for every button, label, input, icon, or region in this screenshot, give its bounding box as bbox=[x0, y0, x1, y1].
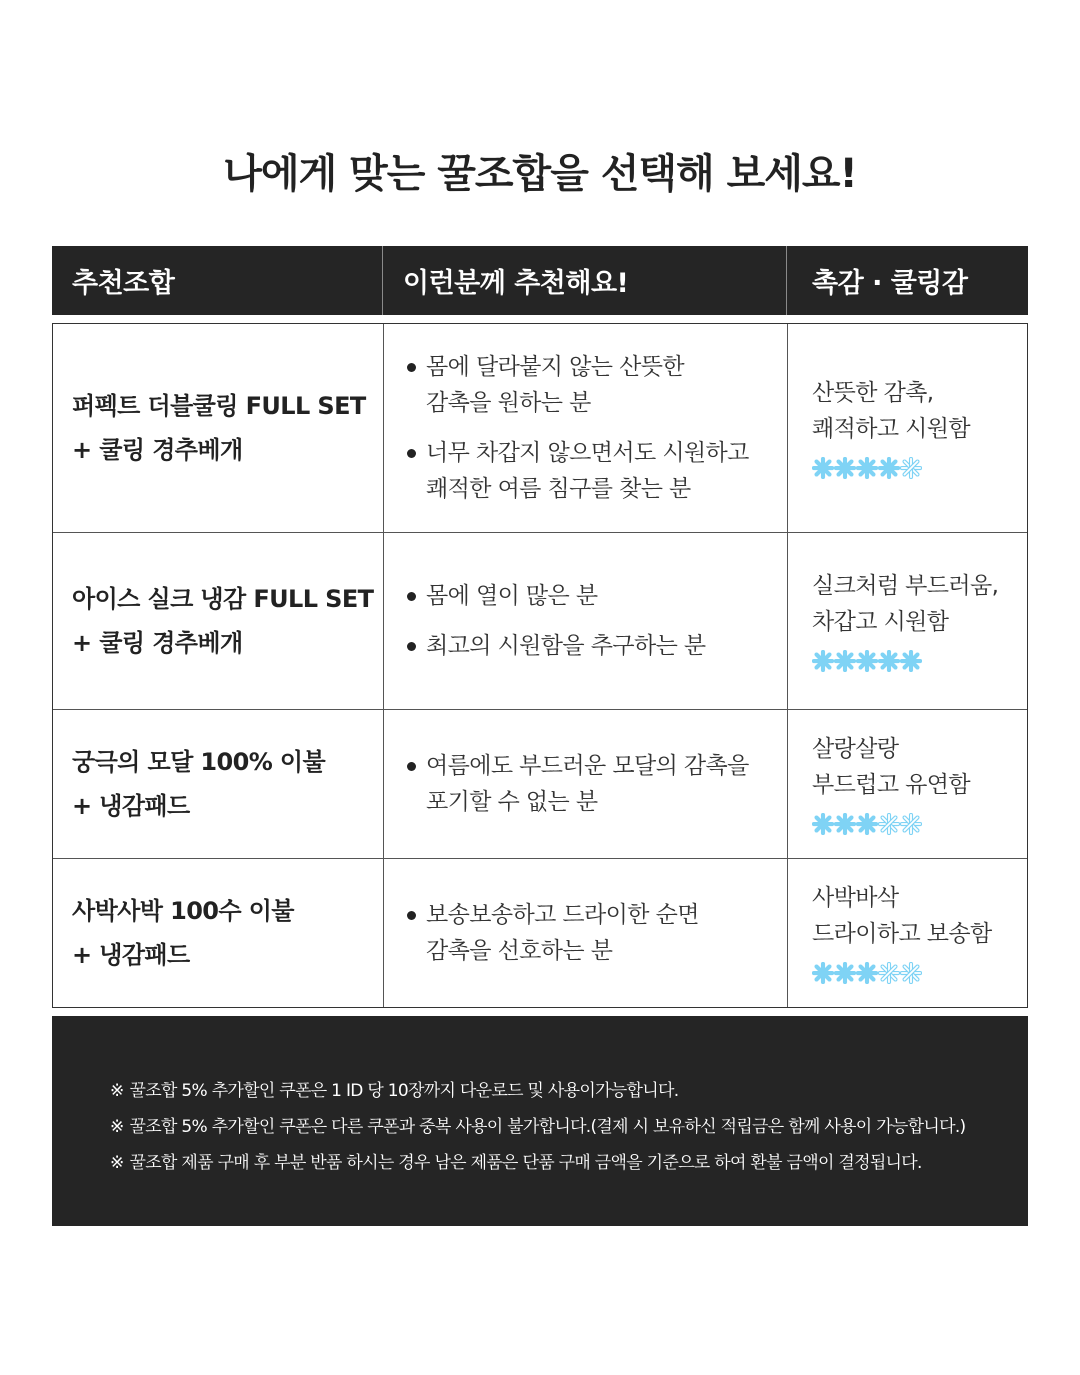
combo-addon: + 냉감패드 bbox=[72, 941, 190, 969]
snowflake-filled-icon bbox=[856, 650, 878, 672]
cooling-rating bbox=[812, 648, 1027, 674]
notice-item: ※ 꿀조합 제품 구매 후 부분 반품 하시는 경우 남은 제품은 단품 구매 금액을 기준으로 하여 환불 금액이 결정됩니다. bbox=[110, 1153, 922, 1173]
combo-cell bbox=[53, 859, 384, 1007]
snowflake-filled-icon bbox=[856, 962, 878, 984]
snowflake-outline-icon bbox=[900, 813, 922, 835]
bullet-icon bbox=[404, 628, 426, 664]
bullet-icon bbox=[404, 435, 426, 507]
notice-box bbox=[52, 1016, 1028, 1226]
table-header bbox=[52, 246, 1028, 315]
reference-mark: ※ bbox=[110, 1117, 124, 1137]
recommend-cell bbox=[384, 533, 788, 709]
bullet-icon bbox=[404, 349, 426, 421]
combo-addon: + 쿨링 경추베개 bbox=[72, 629, 243, 657]
recommend-cell bbox=[384, 710, 788, 858]
list-item: 최고의 시원함을 추구하는 분 bbox=[404, 628, 787, 664]
snowflake-outline-icon bbox=[878, 962, 900, 984]
cooling-rating bbox=[812, 811, 1027, 837]
snowflake-outline-icon bbox=[878, 813, 900, 835]
recommend-cell bbox=[384, 859, 788, 1007]
feel-cell bbox=[788, 324, 1027, 532]
snowflake-filled-icon bbox=[812, 813, 834, 835]
snowflake-filled-icon bbox=[834, 457, 856, 479]
snowflake-filled-icon bbox=[834, 650, 856, 672]
bullet-icon bbox=[404, 748, 426, 820]
combo-name: 퍼펙트 더블쿨링 FULL SET bbox=[72, 392, 366, 420]
snowflake-filled-icon bbox=[878, 457, 900, 479]
cooling-rating bbox=[812, 455, 1027, 481]
table-row bbox=[53, 710, 1027, 859]
recommend-cell bbox=[384, 324, 788, 532]
feel-description: 살랑살랑 부드럽고 유연함 bbox=[812, 736, 971, 798]
list-item: 몸에 달라붙지 않는 산뜻한 감촉을 원하는 분 bbox=[404, 349, 787, 421]
snowflake-filled-icon bbox=[878, 650, 900, 672]
bullet-icon bbox=[404, 897, 426, 969]
snowflake-filled-icon bbox=[834, 962, 856, 984]
table-row bbox=[53, 533, 1027, 710]
feel-description: 사박바삭 드라이하고 보송함 bbox=[812, 885, 992, 947]
combo-name: 궁극의 모달 100% 이불 bbox=[72, 748, 326, 776]
combo-name: 아이스 실크 냉감 FULL SET bbox=[72, 585, 374, 613]
combo-cell bbox=[53, 533, 384, 709]
list-item: 몸에 열이 많은 분 bbox=[404, 578, 787, 614]
reference-mark: ※ bbox=[110, 1081, 124, 1101]
snowflake-outline-icon bbox=[900, 457, 922, 479]
feel-cell bbox=[788, 859, 1027, 1007]
notice-item: ※ 꿀조합 5% 추가할인 쿠폰은 1 ID 당 10장까지 다운로드 및 사용이가능합니다. bbox=[110, 1081, 679, 1101]
page-title: 나에게 맞는 꿀조합을 선택해 보세요! bbox=[223, 151, 857, 197]
header-feel-cooling: 촉감 · 쿨링감 bbox=[812, 268, 968, 299]
header-combo: 추천조합 bbox=[52, 246, 383, 315]
snowflake-filled-icon bbox=[812, 650, 834, 672]
snowflake-filled-icon bbox=[856, 457, 878, 479]
table-row bbox=[53, 859, 1027, 1007]
snowflake-filled-icon bbox=[856, 813, 878, 835]
cooling-rating bbox=[812, 960, 1027, 986]
list-item: 여름에도 부드러운 모달의 감촉을 포기할 수 없는 분 bbox=[404, 748, 787, 820]
header-recommended-for: 이런분께 추천해요! bbox=[383, 246, 787, 315]
combo-cell bbox=[53, 324, 384, 532]
snowflake-filled-icon bbox=[812, 457, 834, 479]
snowflake-outline-icon bbox=[900, 962, 922, 984]
combo-addon: + 쿨링 경추베개 bbox=[72, 436, 243, 464]
list-item: 보송보송하고 드라이한 순면 감촉을 선호하는 분 bbox=[404, 897, 787, 969]
combo-name: 사박사박 100수 이불 bbox=[72, 897, 294, 925]
snowflake-filled-icon bbox=[834, 813, 856, 835]
feel-cell bbox=[788, 710, 1027, 858]
combo-addon: + 냉감패드 bbox=[72, 792, 190, 820]
feel-description: 산뜻한 감촉, 쾌적하고 시원함 bbox=[812, 380, 971, 442]
notice-item: ※ 꿀조합 5% 추가할인 쿠폰은 다른 쿠폰과 중복 사용이 불가합니다.(결제 시 보유하신 적립금은 함께 사용이 가능합니다.) bbox=[110, 1117, 966, 1137]
feel-cell bbox=[788, 533, 1027, 709]
snowflake-filled-icon bbox=[812, 962, 834, 984]
combo-cell bbox=[53, 710, 384, 858]
bullet-icon bbox=[404, 578, 426, 614]
feel-description: 실크처럼 부드러움, 차갑고 시원함 bbox=[812, 573, 999, 635]
list-item: 너무 차갑지 않으면서도 시원하고 쾌적한 여름 침구를 찾는 분 bbox=[404, 435, 787, 507]
combo-table bbox=[52, 323, 1028, 1008]
reference-mark: ※ bbox=[110, 1153, 124, 1173]
snowflake-filled-icon bbox=[900, 650, 922, 672]
table-row bbox=[53, 324, 1027, 533]
